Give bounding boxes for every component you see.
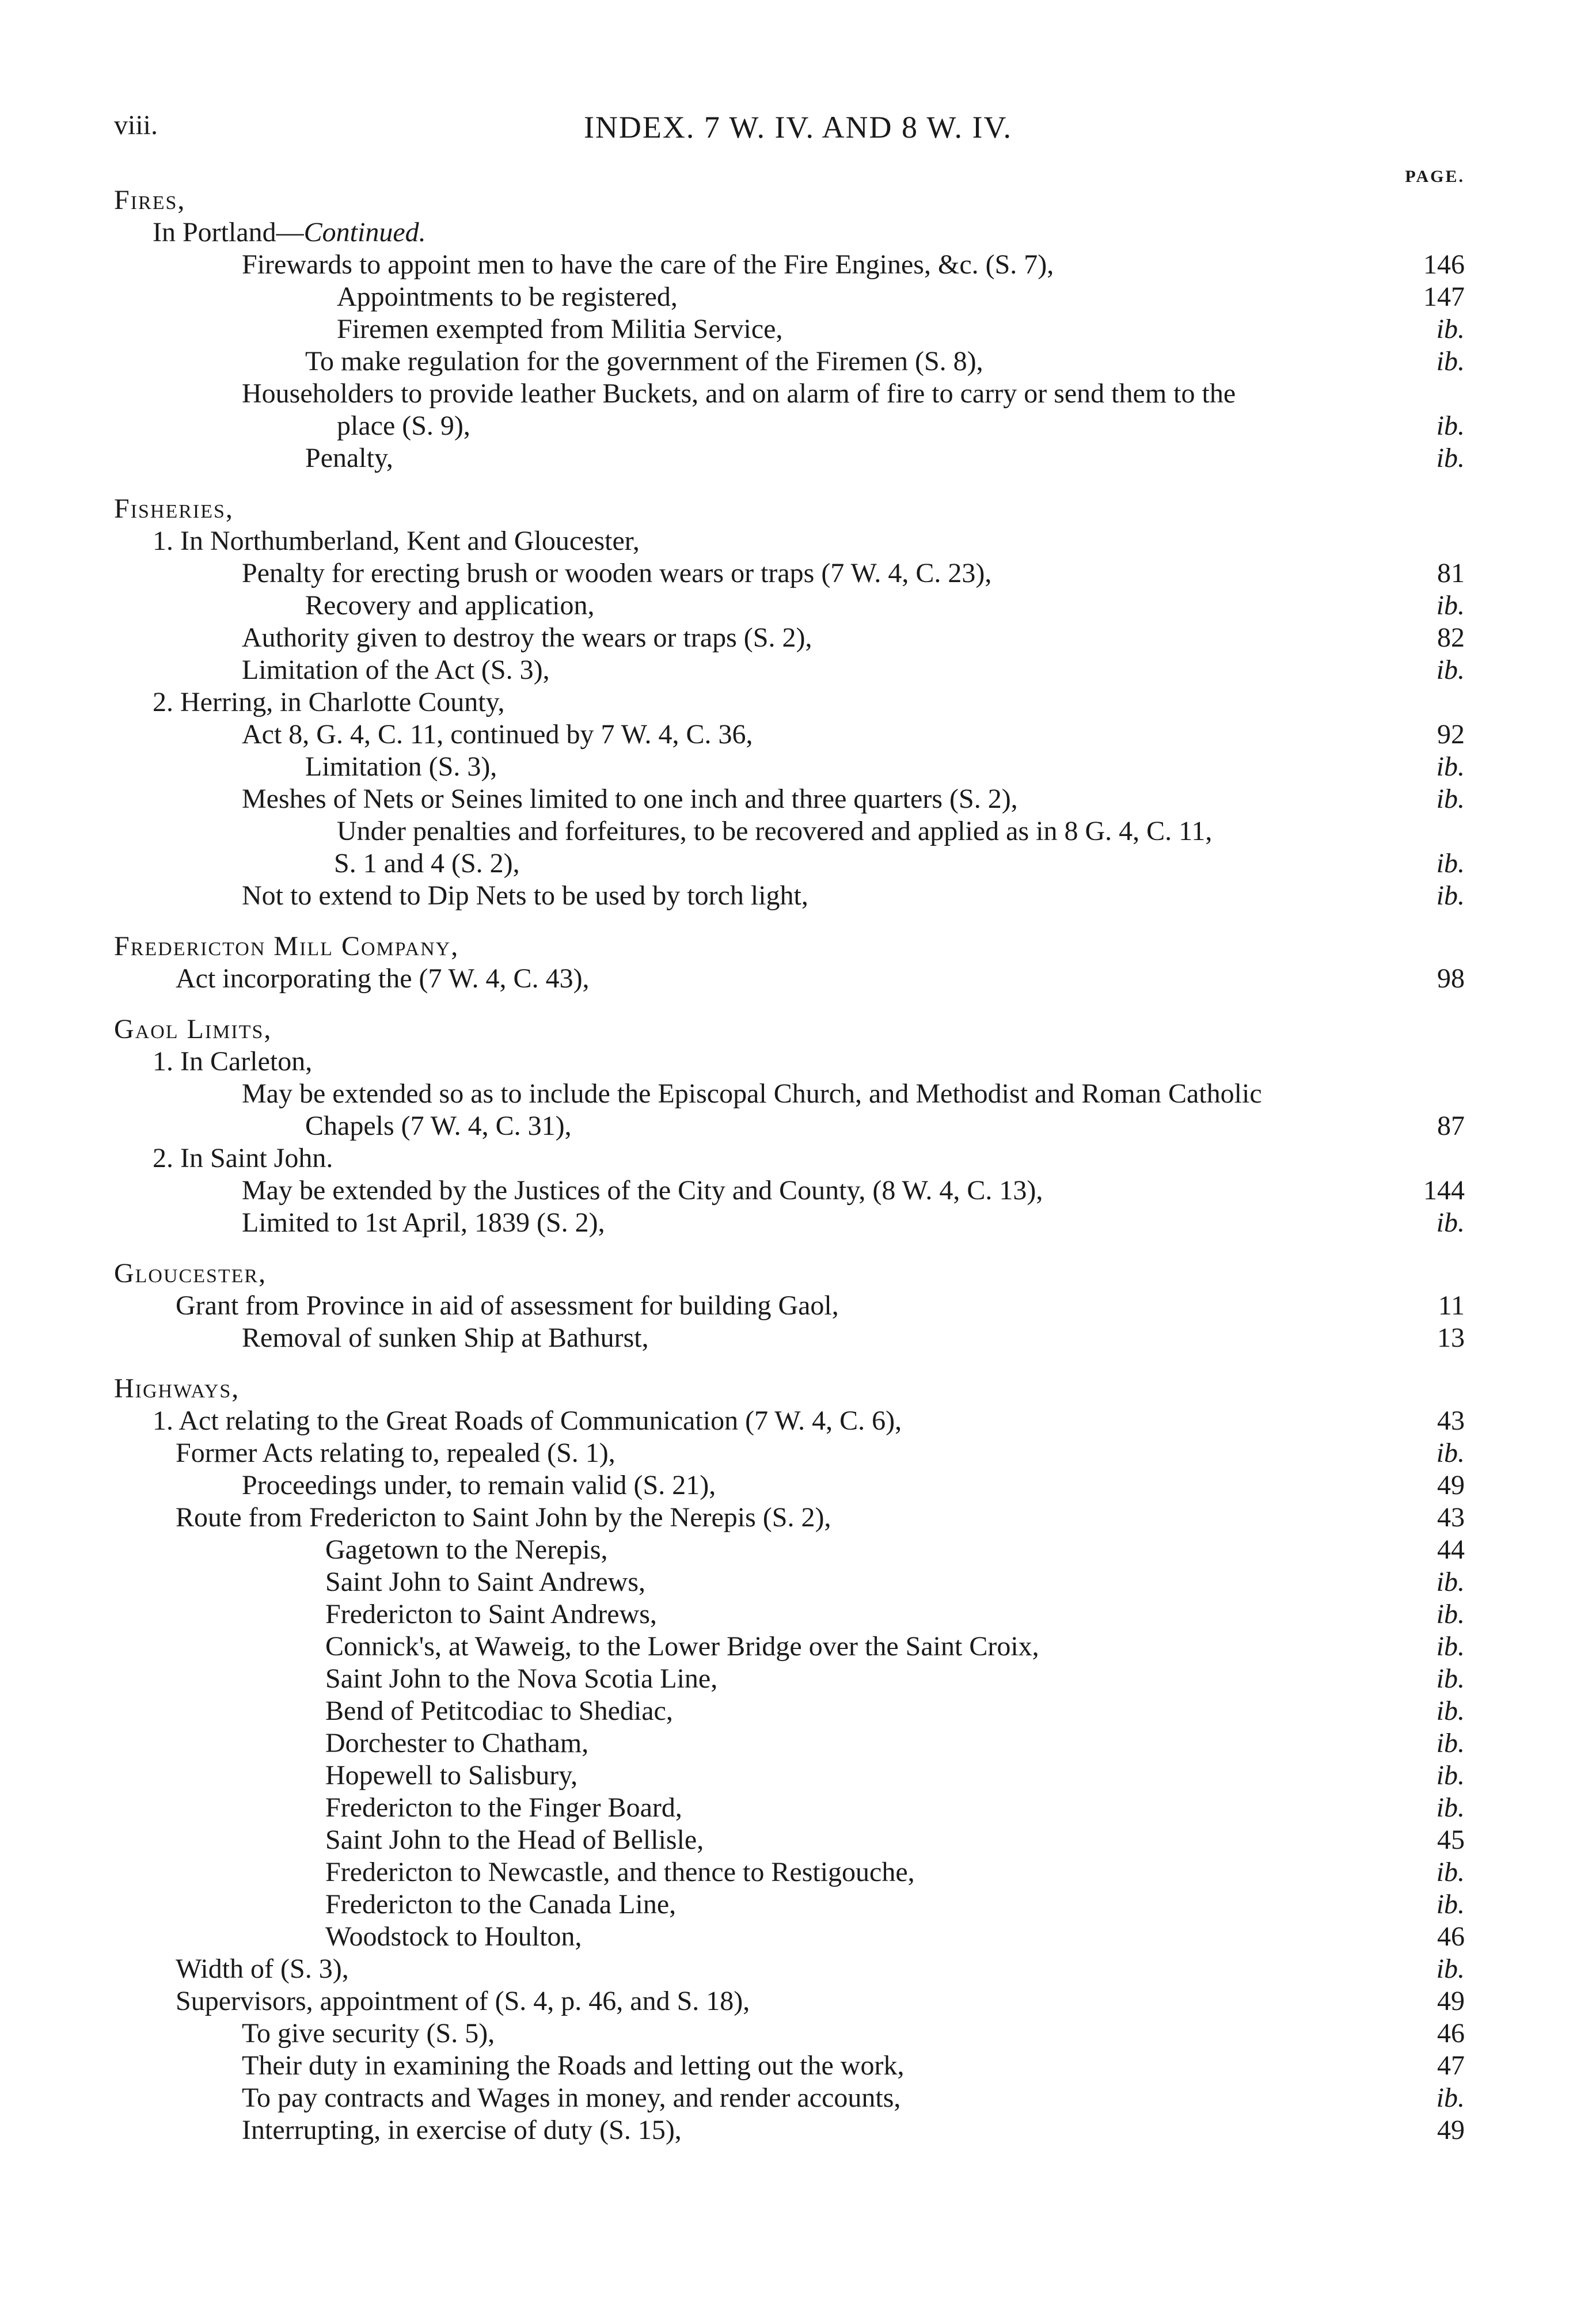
index-entry	[0, 1921, 1596, 1953]
entry-page-number: ib.	[1436, 1599, 1465, 1629]
entry-page-number: ib.	[1436, 1889, 1465, 1920]
entry-page-number: ib.	[1436, 751, 1465, 782]
entry-continued-label: Continued.	[303, 217, 426, 248]
entry-text: Saint John to the Head of Bellisle,	[325, 1825, 704, 1855]
entry-text: 2. Herring, in Charlotte County,	[153, 687, 505, 717]
entry-text: Appointments to be registered,	[337, 282, 678, 312]
entry-text: To give security (S. 5),	[242, 2018, 495, 2049]
entry-page-number: 98	[1437, 963, 1465, 994]
index-entry	[0, 1207, 1596, 1239]
entry-text: Fredericton Mill Company,	[114, 931, 459, 962]
entry-text: Supervisors, appointment of (S. 4, p. 46, and S. 18),	[176, 1986, 750, 2016]
entry-page-number: ib.	[1436, 314, 1465, 344]
entry-text: Dorchester to Chatham,	[325, 1728, 589, 1758]
entry-page-number: ib.	[1436, 1954, 1465, 1984]
entry-page-number: 147	[1423, 282, 1465, 312]
entry-text: Saint John to the Nova Scotia Line,	[325, 1663, 718, 1694]
entry-text: Limitation of the Act (S. 3),	[242, 655, 550, 685]
index-heading	[0, 1013, 1596, 1046]
entry-page-number: ib.	[1436, 1438, 1465, 1468]
entry-page-number: ib.	[1436, 411, 1465, 441]
entry-text: 1. Act relating to the Great Roads of Communication (7 W. 4, C. 6),	[153, 1405, 902, 1436]
index-entry	[0, 1175, 1596, 1207]
entry-text: place (S. 9),	[337, 411, 470, 441]
index-entry	[0, 410, 1596, 442]
entry-page-number: 49	[1437, 1470, 1465, 1500]
entry-page-number: ib.	[1436, 1728, 1465, 1758]
entry-text: Householders to provide leather Buckets, and on alarm of fire to carry or send them to the	[242, 378, 1236, 409]
entry-page-number: 87	[1437, 1111, 1465, 1141]
index-entry	[0, 1824, 1596, 1856]
entry-page-number: 81	[1437, 558, 1465, 588]
index-entry	[0, 1760, 1596, 1792]
entry-text: To pay contracts and Wages in money, and render accounts,	[242, 2083, 901, 2113]
entry-page-number: 43	[1437, 1502, 1465, 1533]
entry-text: May be extended by the Justices of the City and County, (8 W. 4, C. 13),	[242, 1175, 1043, 1206]
entry-text: Interrupting, in exercise of duty (S. 15),	[242, 2115, 682, 2145]
entry-text: Under penalties and forfeitures, to be recovered and applied as in 8 G. 4, C. 11,	[337, 816, 1213, 846]
entry-page-number: ib.	[1436, 2083, 1465, 2113]
index-entry	[0, 216, 1596, 249]
entry-page-number: ib.	[1436, 443, 1465, 473]
entry-page-number: 47	[1437, 2050, 1465, 2081]
index-entry	[0, 1142, 1596, 1175]
entry-page-number: 11	[1438, 1290, 1465, 1321]
entry-text: Proceedings under, to remain valid (S. 21),	[242, 1470, 716, 1500]
index-entry	[0, 1889, 1596, 1921]
index-entry	[0, 1566, 1596, 1598]
index-entry	[0, 686, 1596, 719]
index-entry	[0, 654, 1596, 686]
index-entry	[0, 1631, 1596, 1663]
entry-text: Limited to 1st April, 1839 (S. 2),	[242, 1207, 605, 1238]
index-entry	[0, 1727, 1596, 1760]
entry-text: S. 1 and 4 (S. 2),	[334, 848, 520, 879]
entry-page-number: 46	[1437, 2018, 1465, 2049]
index-entry	[0, 1598, 1596, 1631]
entry-text: Former Acts relating to, repealed (S. 1),	[176, 1438, 615, 1468]
entry-text: Width of (S. 3),	[176, 1954, 349, 1984]
entry-page-number: 44	[1437, 1534, 1465, 1565]
index-entry	[0, 1502, 1596, 1534]
entry-text: Not to extend to Dip Nets to be used by torch light,	[242, 880, 808, 911]
index-entry	[0, 719, 1596, 751]
entry-text: Woodstock to Houlton,	[325, 1921, 582, 1952]
index-entry	[0, 249, 1596, 281]
index-entry	[0, 2114, 1596, 2146]
entry-text: Bend of Petitcodiac to Shediac,	[325, 1696, 673, 1726]
entry-page-number: ib.	[1436, 655, 1465, 685]
entry-text: Fredericton to the Finger Board,	[325, 1792, 682, 1823]
entry-text: Limitation (S. 3),	[305, 751, 497, 782]
entry-text: Penalty,	[305, 443, 393, 473]
index-entry	[0, 1290, 1596, 1322]
entry-text: 1. In Carleton,	[153, 1046, 313, 1077]
entry-text: Fredericton to the Canada Line,	[325, 1889, 677, 1920]
entry-page-number: ib.	[1436, 1857, 1465, 1887]
entry-text: Act incorporating the (7 W. 4, C. 43),	[176, 963, 590, 994]
entry-text: Fisheries,	[114, 493, 234, 524]
index-entry	[0, 378, 1596, 410]
entry-page-number: 144	[1423, 1175, 1465, 1206]
index-entry	[0, 783, 1596, 815]
entry-text: Recovery and application,	[305, 590, 595, 621]
entry-page-number: ib.	[1436, 1792, 1465, 1823]
index-entry	[0, 313, 1596, 345]
entry-text: Fredericton to Saint Andrews,	[325, 1599, 657, 1629]
index-heading	[0, 493, 1596, 525]
entry-text: Grant from Province in aid of assessment for building Gaol,	[176, 1290, 839, 1321]
entry-text: In Portland—Continued.	[153, 217, 426, 248]
entry-page-number: 45	[1437, 1825, 1465, 1855]
index-entry	[0, 1322, 1596, 1354]
index-entry	[0, 1663, 1596, 1695]
entry-text: Saint John to Saint Andrews,	[325, 1567, 646, 1597]
entry-text: Gaol Limits,	[114, 1014, 272, 1044]
index-entry	[0, 880, 1596, 912]
entry-page-number: 46	[1437, 1921, 1465, 1952]
entry-text: To make regulation for the government of the Firemen (S. 8),	[305, 346, 983, 377]
entry-text: 1. In Northumberland, Kent and Gloucester,	[153, 526, 640, 556]
index-entry	[0, 751, 1596, 783]
index-entry	[0, 1469, 1596, 1502]
index-entry	[0, 1792, 1596, 1824]
index-entry	[0, 1985, 1596, 2017]
entry-page-number: ib.	[1436, 1207, 1465, 1238]
entry-page-number: ib.	[1436, 346, 1465, 377]
entry-page-number: ib.	[1436, 1663, 1465, 1694]
index-entry	[0, 281, 1596, 313]
entry-page-number: ib.	[1436, 1760, 1465, 1791]
index-entry	[0, 815, 1596, 848]
entry-page-number: 49	[1437, 2115, 1465, 2145]
entry-text: Connick's, at Waweig, to the Lower Bridge over the Saint Croix,	[325, 1631, 1039, 1662]
entry-page-number: 13	[1437, 1323, 1465, 1353]
entry-page-number: 43	[1437, 1405, 1465, 1436]
entry-text: Fredericton to Newcastle, and thence to Restigouche,	[325, 1857, 915, 1887]
index-entry	[0, 963, 1596, 995]
entry-text: Route from Fredericton to Saint John by the Nerepis (S. 2),	[176, 1502, 831, 1533]
entry-text: Penalty for erecting brush or wooden wears or traps (7 W. 4, C. 23),	[242, 558, 992, 588]
index-entry	[0, 1437, 1596, 1469]
index-heading	[0, 930, 1596, 963]
index-entry	[0, 442, 1596, 474]
index-entry	[0, 1534, 1596, 1566]
index-entry	[0, 1856, 1596, 1889]
entry-text: Meshes of Nets or Seines limited to one inch and three quarters (S. 2),	[242, 784, 1018, 814]
entry-text: Fires,	[114, 185, 186, 215]
index-entry	[0, 1953, 1596, 1985]
entry-page-number: ib.	[1436, 1567, 1465, 1597]
entry-page-number: ib.	[1436, 1631, 1465, 1662]
entry-text: Gloucester,	[114, 1258, 267, 1289]
index-heading	[0, 184, 1596, 216]
entry-text: Chapels (7 W. 4, C. 31),	[305, 1111, 572, 1141]
entry-text: Authority given to destroy the wears or traps (S. 2),	[242, 622, 812, 653]
entry-page-number: ib.	[1436, 590, 1465, 621]
entry-page-number: 49	[1437, 1986, 1465, 2016]
index-entry	[0, 848, 1596, 880]
entry-text: 2. In Saint John.	[153, 1143, 333, 1173]
index-heading	[0, 1257, 1596, 1290]
entry-text: Removal of sunken Ship at Bathurst,	[242, 1323, 649, 1353]
entry-page-number: ib.	[1436, 880, 1465, 911]
entry-text: Their duty in examining the Roads and letting out the work,	[242, 2050, 905, 2081]
entry-text: Hopewell to Salisbury,	[325, 1760, 578, 1791]
index-heading	[0, 1373, 1596, 1405]
entry-page-number: 92	[1437, 719, 1465, 750]
index-entry	[0, 345, 1596, 378]
entry-text: Firemen exempted from Militia Service,	[337, 314, 783, 344]
entry-page-number: 82	[1437, 622, 1465, 653]
index-entry	[0, 1695, 1596, 1727]
page-column-heading: PAGE.	[1405, 167, 1465, 186]
entry-text: Act 8, G. 4, C. 11, continued by 7 W. 4, C. 36,	[242, 719, 753, 750]
entry-text: Gagetown to the Nerepis,	[325, 1534, 608, 1565]
entry-text: May be extended so as to include the Episcopal Church, and Methodist and Roman Catholic	[242, 1078, 1262, 1109]
entry-page-number: ib.	[1436, 784, 1465, 814]
index-entry	[0, 525, 1596, 557]
index-entry	[0, 622, 1596, 654]
running-title: INDEX. 7 W. IV. AND 8 W. IV.	[583, 110, 1013, 145]
entry-text: Firewards to appoint men to have the care of the Fire Engines, &c. (S. 7),	[242, 249, 1054, 280]
entry-page-number: ib.	[1436, 848, 1465, 879]
entry-page-number: ib.	[1436, 1696, 1465, 1726]
index-entry	[0, 2050, 1596, 2082]
entry-page-number: 146	[1423, 249, 1465, 280]
index-entry	[0, 2082, 1596, 2114]
index-entry	[0, 1110, 1596, 1142]
index-entry	[0, 2017, 1596, 2050]
index-entry	[0, 1405, 1596, 1437]
folio-number: viii.	[114, 110, 158, 140]
index-entry	[0, 557, 1596, 590]
index-entry	[0, 590, 1596, 622]
entry-text: Highways,	[114, 1373, 240, 1404]
index-entry	[0, 1078, 1596, 1110]
index-entry	[0, 1046, 1596, 1078]
